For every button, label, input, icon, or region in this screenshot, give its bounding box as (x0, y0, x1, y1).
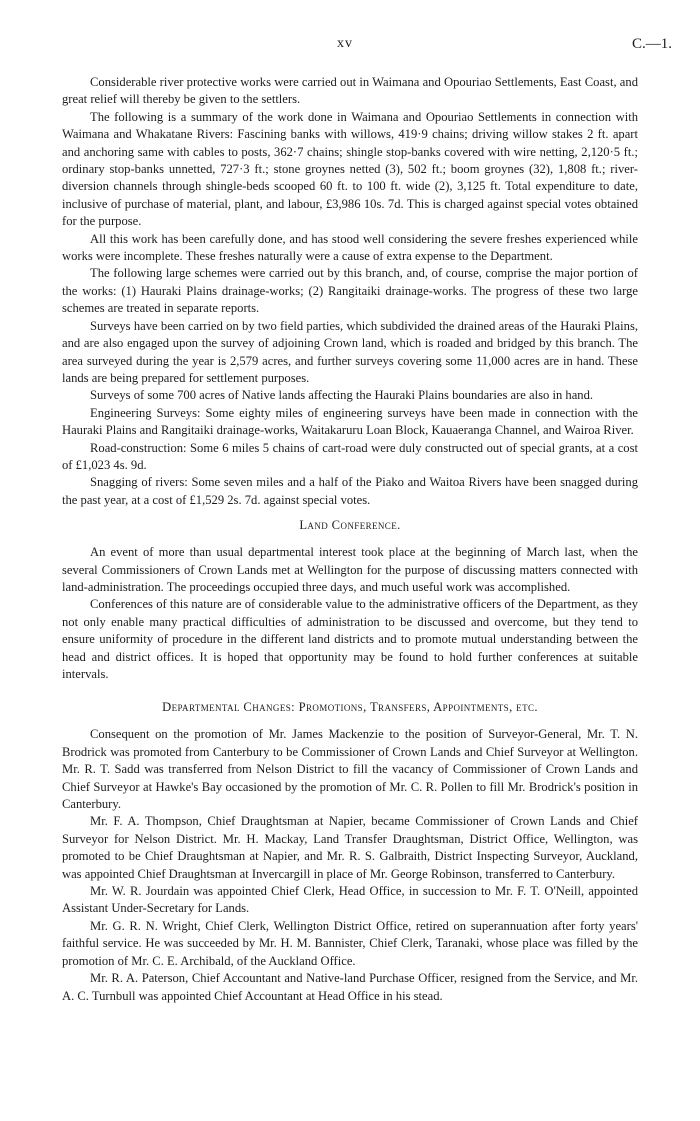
paragraph-conference-value: Conferences of this nature are of considerable value to the administrative officers of the Department, as they not only enable many practical difficulties of administration to be discussed and overcome, but they tend to ensure uniformity of procedure in the different land districts and to promote mutual understanding between the head and district offices. It is hoped that opportunity may be found to hold further conferences at suitable intervals. (62, 597, 638, 681)
paragraph-paterson-resignation: Mr. R. A. Paterson, Chief Accountant and Native-land Purchase Officer, resigned from the Service, and Mr. A. C. Turnbull was appointed Chief Accountant at Head Office in his stead. (62, 971, 638, 1003)
paragraph-conference-event: An event of more than usual departmental interest took place at the beginning of March last, when the several Commissioners of Crown Lands met at Wellington for the purpose of discussing matters connected with land-administration. The proceedings occupied three days, and much useful work was accomplished. (62, 545, 638, 594)
paragraph-wright-retirement: Mr. G. R. N. Wright, Chief Clerk, Wellington District Office, retired on superannuation after forty years' faithful service. He was succeeded by Mr. H. M. Bannister, Chief Clerk, Taranaki, whose place was filled by the promotion of Mr. C. E. Archibald, of the Auckland Office. (62, 918, 638, 968)
document-reference: C.—1. (631, 36, 672, 52)
page-body (62, 74, 638, 1005)
heading-departmental-changes: Departmental Changes: Promotions, Transfers, Appointments, etc. (162, 700, 538, 715)
paragraph-freshes: All this work has been carefully done, and has stood well considering the severe freshes experienced while works were incomplete. These freshes naturally were a cause of extra expense to the Department. (62, 231, 638, 264)
paragraph-thompson-mackay: Mr. F. A. Thompson, Chief Draughtsman at Napier, became Commissioner of Crown Lands and Chief Surveyor for Nelson District. Mr. H. Mackay, Land Transfer Draughtsman, District Office, Wellington, was promoted to be Chief Draughtsman at Napier, and Mr. R. S. Galbraith, District Inspecting Surveyor, Auckland, was appointed Chief Draughtsman at Invercargill in place of Mr. George Robinson, transferred to Canterbury. (62, 814, 638, 881)
page-number: xv (337, 36, 353, 51)
paragraph-large-schemes: The following large schemes were carried out by this branch, and, of course, comprise the major portion of the works: (1) Hauraki Plains drainage-works; (2) Rangitaiki drainage-works. The progress of these two large schemes are treated in separate reports. (62, 266, 638, 316)
paragraph-jourdain: Mr. W. R. Jourdain was appointed Chief Clerk, Head Office, in succession to Mr. F. T. O'Neill, appointed Assistant Under-Secretary for Lands. (62, 884, 638, 916)
paragraph-river-works: Considerable river protective works were carried out in Waimana and Opouriao Settlements, East Coast, and great relief will thereby be given to the settlers. (62, 75, 638, 107)
page-header (0, 36, 700, 60)
paragraph-native-lands: Surveys of some 700 acres of Native lands affecting the Hauraki Plains boundaries are also in hand. (90, 388, 594, 403)
heading-land-conference: Land Conference. (299, 518, 401, 533)
paragraph-engineering-surveys: Engineering Surveys: Some eighty miles of engineering surveys have been made in connection with the Hauraki Plains and Rangitaiki drainage-works, Waitakaruru Loan Block, Kauaeranga Channel, and Wairoa River. (62, 405, 638, 438)
paragraph-works-summary: The following is a summary of the work done in Waimana and Opouriao Settlements in connection with Waimana and Whakatane Rivers: Fascining banks with willows, 419·9 chains; driving willow stakes 2 ft. apart and anchoring same with cables to posts, 362·7 chains; shingle stop-banks covered with wire netting, 2,120·5 ft.; ordinary stop-banks unnetted, 727·3 ft.; stone groynes netted (3), 502 ft.; boom groynes (32), 1,808 ft.; river-diversion channels through shingle-beds scooped 60 ft. to 100 ft. wide (2), 3,125 ft. Total expenditure to date, inclusive of purchase of material, plant, and labour, £3,986 10s. 7d. This is charged against special votes obtained for the purpose. (62, 109, 638, 229)
paragraph-road-construction: Road-construction: Some 6 miles 5 chains of cart-road were duly constructed out of special grants, at a cost of £1,023 4s. 9d. (62, 440, 638, 472)
paragraph-brodrick-promotion: Consequent on the promotion of Mr. James Mackenzie to the position of Surveyor-General, Mr. T. N. Brodrick was promoted from Canterbury to be Commissioner of Crown Lands and Chief Surveyor at Wellington. Mr. R. T. Sadd was transferred from Nelson District to fill the vacancy of Commissioner of Crown Lands and Chief Surveyor at Hawke's Bay occasioned by the promotion of Mr. C. R. Pollen to fill Mr. Brodrick's position in Canterbury. (62, 727, 638, 812)
paragraph-surveys: Surveys have been carried on by two field parties, which subdivided the drained areas of the Hauraki Plains, and are also engaged upon the survey of adjoining Crown land, which is roaded and bridged by this branch. The area surveyed during the year is 2,579 acres, and further surveys covering some 11,000 acres are in hand. These lands are being prepared for settlement purposes. (62, 318, 638, 385)
paragraph-snagging: Snagging of rivers: Some seven miles and a half of the Piako and Waitoa Rivers have been snagged during the past year, at a cost of £1,529 2s. 7d. against special votes. (62, 475, 638, 507)
